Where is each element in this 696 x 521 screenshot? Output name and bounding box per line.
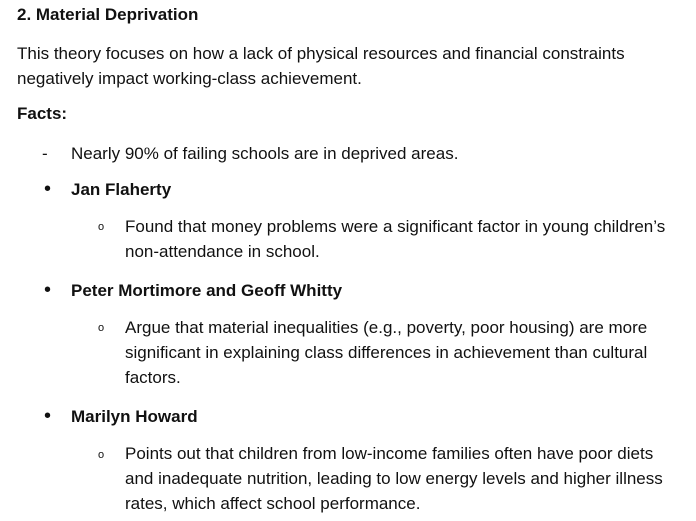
bullet-marker: • bbox=[44, 405, 52, 427]
person-name-mortimore-whitty: Peter Mortimore and Geoff Whitty bbox=[71, 281, 343, 300]
person-point-mortimore-whitty: Argue that material inequalities (e.g., poverty, poor housing) are more significant in explaining class differences in achievement than cultural factors. bbox=[125, 318, 648, 387]
person-point-flaherty: Found that money problems were a significant factor in young children’s non-attendance in school. bbox=[125, 217, 666, 261]
person-point-howard: Points out that children from low-income families often have poor diets and inadequate nutrition, leading to low energy levels and higher illness rates, which affect school performance. bbox=[125, 444, 663, 513]
dash-marker: - bbox=[42, 144, 48, 163]
sub-bullet-marker: o bbox=[98, 322, 105, 334]
section-intro-paragraph: This theory focuses on how a lack of physical resources and financial constraints negatively impact working-class achievement. bbox=[17, 44, 625, 88]
sub-bullet-marker: o bbox=[98, 449, 105, 461]
fact-failing-schools: Nearly 90% of failing schools are in deprived areas. bbox=[71, 144, 459, 163]
sub-bullet-marker: o bbox=[98, 221, 105, 233]
section-heading: 2. Material Deprivation bbox=[17, 5, 199, 24]
person-name-howard: Marilyn Howard bbox=[71, 407, 198, 426]
facts-label: Facts: bbox=[17, 104, 68, 123]
bullet-marker: • bbox=[44, 279, 52, 301]
person-name-flaherty: Jan Flaherty bbox=[71, 180, 172, 199]
bullet-marker: • bbox=[44, 178, 52, 200]
